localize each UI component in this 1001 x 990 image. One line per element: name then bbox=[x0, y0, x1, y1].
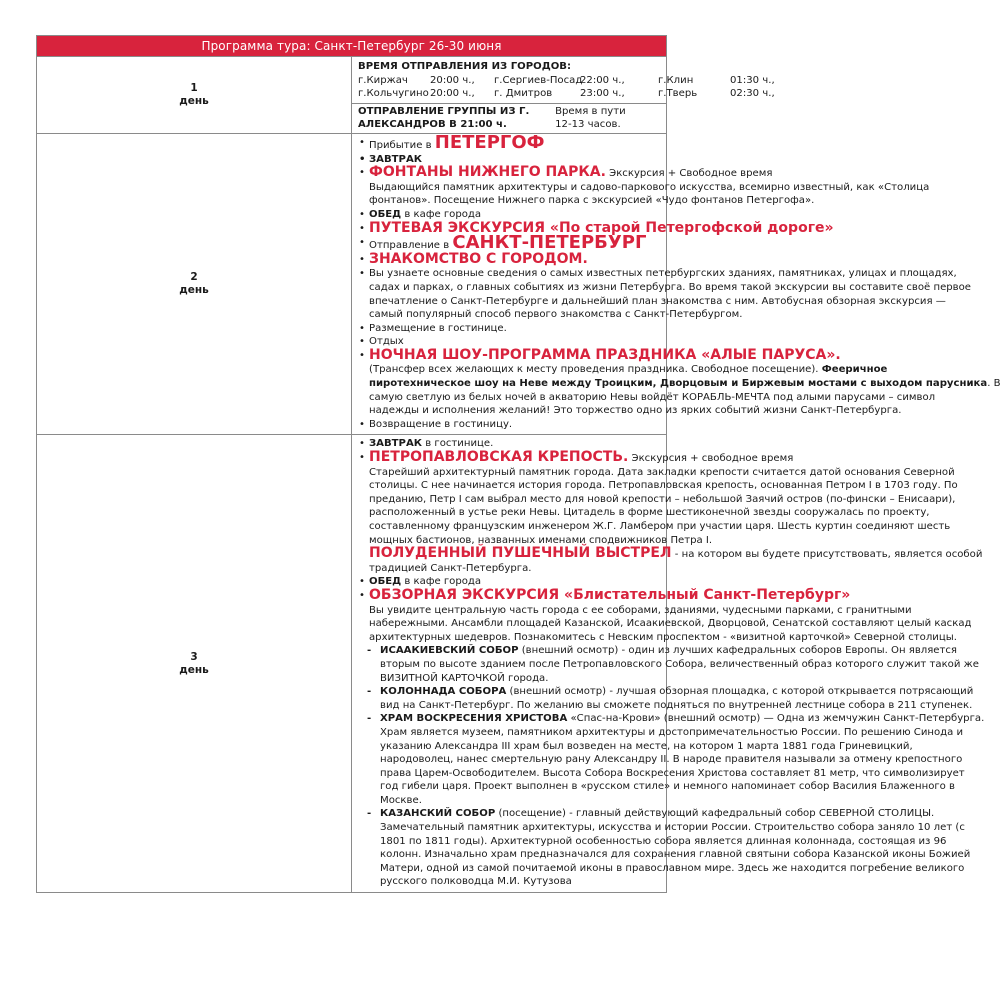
arrival-place: ПЕТЕРГОФ bbox=[434, 131, 545, 153]
dep-city: г.Киржач bbox=[358, 74, 408, 86]
savior-text-5: права Царем-Освободителем. Высота Собора Воскресения Христова составляет 81 метр, что символизирует bbox=[380, 767, 965, 779]
fountains-text-1: Выдающийся памятник архитектуры и садово-паркового искусства, всемирно известный, как «Столица bbox=[369, 181, 930, 193]
isaac-item bbox=[358, 644, 958, 658]
breakfast-item: • ЗАВТРАК bbox=[358, 153, 662, 167]
dep-city: г. Дмитров bbox=[494, 88, 553, 100]
return-item: • Возвращение в гостиницу. bbox=[358, 418, 662, 432]
colonnade-label: КОЛОННАДА СОБОРА bbox=[380, 686, 507, 698]
dep-time: 22:00 ч., bbox=[580, 74, 625, 86]
dep-city: г.Сергиев-Посад bbox=[494, 74, 583, 86]
dep-city: г.Клин bbox=[658, 74, 694, 86]
day3-word: день bbox=[179, 663, 209, 676]
savior-text-2: Храм является музеем, памятником архитектуры и достопримечательностью России. По решению Синода и bbox=[380, 726, 964, 738]
fortress-text-4: расположенный в устье реки Невы. Цитадель в форме шестиконечной звезды сооружалась по проекту, bbox=[369, 507, 930, 519]
savior-text: «Спас-на-Крови» (внешний осмотр) — Одна из жемчужин Санкт-Петербурга. bbox=[567, 713, 985, 725]
savior-text-7: Москве. bbox=[380, 794, 422, 806]
day1-row bbox=[37, 57, 667, 104]
fortress-title: ПЕТРОПАВЛОВСКАЯ КРЕПОСТЬ. bbox=[369, 449, 629, 466]
dep-time: 01:30 ч., bbox=[730, 74, 775, 86]
breakfast-label: ЗАВТРАК bbox=[369, 438, 423, 450]
savior-item bbox=[358, 712, 985, 726]
lunch-label: ОБЕД bbox=[369, 208, 402, 220]
kazan-text-5: Матери, одной из самой почитаемой иконы в православном мире. Здесь же находится погребение великого bbox=[380, 862, 965, 874]
kazan-text-3: 1801 по 1811 годы). Архитектурной особенностью собора является длинная колоннада, состоящая из 96 bbox=[380, 835, 947, 847]
colonnade-item bbox=[358, 685, 974, 699]
night-show-text-2 bbox=[358, 377, 1001, 391]
city-tour-item bbox=[358, 586, 851, 604]
day3-content bbox=[352, 435, 985, 893]
night-show-text-4: надежды и исполнения желаний! Это торжество одно из ярких событий жизни Санкт-Петербурга. bbox=[369, 405, 902, 417]
day1-group bbox=[352, 103, 667, 133]
departure-prefix: Отправление в bbox=[369, 240, 453, 252]
dep-city: г.Кольчугино bbox=[358, 88, 429, 100]
header-row bbox=[37, 36, 667, 57]
day1-departures bbox=[352, 57, 775, 104]
day3-row bbox=[37, 435, 667, 893]
day3-label bbox=[37, 435, 352, 893]
day1-number: 1 bbox=[190, 81, 198, 94]
day2-word: день bbox=[179, 284, 209, 297]
dep-time: 02:30 ч., bbox=[730, 88, 775, 100]
savior-text-4: народоволец, нанес смертельную рану Александру II. В народе правителя называли за отмену крепостного bbox=[380, 754, 963, 766]
noon-gun-text: - на котором вы будете присутствовать, является особой bbox=[671, 549, 983, 561]
lunch-text: в кафе города bbox=[401, 208, 482, 220]
dep-city: г.Тверь bbox=[658, 88, 698, 100]
day2-content bbox=[352, 131, 1001, 434]
savior-text-6: год гибели царя. Проект выполнен в «русском стиле» и немного напоминает собор Василия Блаженного в bbox=[380, 781, 956, 793]
night-text-bold: Фееричное bbox=[821, 364, 888, 376]
fountains-text-2: фонтанов». Посещение Нижнего парка с экскурсией «Чудо фонтанов Петергофа». bbox=[369, 195, 815, 207]
acquaintance-item bbox=[358, 250, 662, 268]
tour-program-sheet bbox=[36, 35, 1001, 893]
group-departure: ОТПРАВЛЕНИЕ ГРУППЫ ИЗ Г. АЛЕКСАНДРОВ В 21:00 ч. bbox=[358, 105, 530, 131]
isaac-text: (внешний осмотр) - один из лучших кафедральных соборов Европы. Он является bbox=[518, 645, 958, 657]
noon-gun-text-2: традицией Санкт-Петербурга. bbox=[369, 562, 532, 574]
kazan-text-2: Замечательный памятник архитектуры, искусства и истории России. Строительство собора заняло 10 лет (с bbox=[380, 822, 965, 834]
night-show-item bbox=[358, 346, 841, 364]
departure-place: САНКТ-ПЕТЕРБУРГ bbox=[452, 232, 647, 254]
fortress-text-5: составленному французским инженером Ж.Г. Ламбером при участии царя. Шесть куртин соединяют шесть bbox=[369, 521, 951, 532]
fortress-text-2: столицы. С нее начинается история города. Петропавловская крепость, основанная Петром I в 1703 году. По bbox=[369, 480, 958, 492]
acquaintance-text-2: садах и парках, о главных событиях из жизни Петербурга. Во время такой экскурсии вы составите своё первое bbox=[369, 281, 972, 293]
isaac-label: ИСААКИЕВСКИЙ СОБОР bbox=[380, 645, 519, 657]
isaac-text-2: вторым по высоте зданием после Петропавловского Собора, величественный образ которого служит такой же bbox=[380, 658, 979, 670]
arrival-prefix: Прибытие в bbox=[369, 139, 435, 151]
arrival-item bbox=[358, 131, 662, 153]
acquaintance-text-4: самый популярный способ первого знакомства с Санкт-Петербургом. bbox=[369, 309, 743, 321]
road-tour-title: ПУТЕВАЯ ЭКСКУРСИЯ «По старой Петергофской дороге» bbox=[369, 219, 834, 236]
program-title: Программа тура: Санкт-Петербург 26-30 июня bbox=[37, 36, 667, 57]
night-text: . В bbox=[987, 378, 1001, 390]
city-tour-text-3: архитектурных шедевров. Познакомитесь с Невским проспектом - «визитной карточкой» Северной столицы. bbox=[369, 631, 957, 643]
acquaintance-text-3: впечатление о Санкт-Петербурге и дальнейший план знакомства с ним. Автобусная обзорная экскурсия — bbox=[369, 295, 946, 307]
kazan-item bbox=[358, 807, 935, 821]
city-tour-text-1: Вы увидите центральную часть города с ее соборами, зданиями, чудесными парками, с гранитными bbox=[369, 604, 912, 616]
tour-program-table bbox=[36, 35, 1001, 893]
noon-gun-title: ПОЛУДЕННЫЙ ПУШЕЧНЫЙ ВЫСТРЕЛ bbox=[369, 545, 672, 562]
kazan-text-6: русского полководца М.И. Кутузова bbox=[380, 876, 572, 888]
lunch-label: ОБЕД bbox=[369, 576, 402, 588]
rest-item: • Отдых bbox=[358, 335, 662, 349]
kazan-label: КАЗАНСКИЙ СОБОР bbox=[380, 808, 496, 820]
acquaintance-title: ЗНАКОМСТВО С ГОРОДОМ. bbox=[369, 250, 588, 267]
breakfast-text: в гостинице. bbox=[422, 438, 494, 450]
hotel-item: • Размещение в гостинице. bbox=[358, 322, 662, 336]
fortress-text-6: мощных бастионов, названных именами сподвижников Петра I. bbox=[369, 534, 713, 546]
fountains-note: Экскурсия + Свободное время bbox=[605, 168, 773, 180]
departure-title: ВРЕМЯ ОТПРАВЛЕНИЯ ИЗ ГОРОДОВ: bbox=[358, 61, 572, 72]
night-show-title: НОЧНАЯ ШОУ-ПРОГРАММА ПРАЗДНИКА «АЛЫЕ ПАРУСА». bbox=[369, 346, 841, 363]
day3-number: 3 bbox=[190, 650, 198, 663]
night-text: (Трансфер всех желающих к месту проведения праздника. Свободное посещение). bbox=[369, 364, 822, 376]
dep-time: 20:00 ч., bbox=[430, 74, 475, 86]
city-tour-text-2: набережными. Ансамбли площадей Казанской, Исаакиевской, Дворцовой, Сенатской составляют целый каскад bbox=[369, 618, 972, 630]
fountains-title: ФОНТАНЫ НИЖНЕГО ПАРКА. bbox=[369, 164, 606, 181]
fortress-text-3: преданию, Петр I сам выбрал место для новой крепости – небольшой Заячий остров (по-фински – Енисаари), bbox=[369, 493, 956, 505]
night-text-bold: пиротехническое шоу на Неве между Троицким, Дворцовым и Биржевым мостами с выходом парусника bbox=[369, 378, 988, 390]
fountains-item bbox=[358, 164, 773, 181]
dep-time: 23:00 ч., bbox=[580, 88, 625, 100]
day2-row bbox=[37, 133, 667, 434]
fortress-text-1: Старейший архитектурный памятник города. Дата закладки крепости считается датой основания Северной bbox=[369, 466, 955, 478]
fortress-note: Экскурсия + свободное время bbox=[628, 453, 794, 465]
isaac-text-3: ВИЗИТНОЙ КАРТОЧКОЙ города. bbox=[380, 672, 549, 684]
acquaintance-text-1: • Вы узнаете основные сведения о самых известных петербургских зданиях, памятниках, улицах и площадях, bbox=[358, 267, 662, 281]
noon-gun-item bbox=[358, 545, 983, 562]
savior-text-3: указанию Александра III храм был возведен на месте, на котором 1 марта 1881 года Гриневицкий, bbox=[380, 740, 913, 752]
lunch-text: в кафе города bbox=[401, 576, 482, 588]
kazan-text-4: колонн. Изначально храм предназначался для сохранения главной святыни собора Казанской иконы Божией bbox=[380, 849, 971, 861]
departure-row-2 bbox=[358, 87, 775, 101]
night-show-text-1 bbox=[358, 363, 888, 377]
travel-time: Время в пути 12-13 часов. bbox=[555, 105, 626, 131]
night-show-text-3: самую светлую из белых ночей в акваторию Невы войдёт КОРАБЛЬ-МЕЧТА под алыми парусами – символ bbox=[369, 391, 936, 403]
fortress-item bbox=[358, 449, 794, 466]
day1-word: день bbox=[179, 94, 209, 107]
day2-number: 2 bbox=[190, 271, 198, 284]
kazan-text: (посещение) - главный действующий кафедральный собор СЕВЕРНОЙ СТОЛИЦЫ. bbox=[495, 808, 935, 820]
dep-time: 20:00 ч., bbox=[430, 88, 475, 100]
colonnade-text-2: вид на Санкт-Петербург. По желанию вы сможете подняться по внутренней лестнице собора в 211 ступенек. bbox=[380, 699, 973, 711]
city-tour-title: ОБЗОРНАЯ ЭКСКУРСИЯ «Блистательный Санкт-Петербург» bbox=[369, 586, 851, 603]
departure-row-1 bbox=[358, 74, 775, 88]
day1-label bbox=[37, 57, 352, 134]
colonnade-text: (внешний осмотр) - лучшая обзорная площадка, с которой открывается потрясающий bbox=[506, 686, 974, 698]
day2-label bbox=[37, 133, 352, 434]
savior-label: ХРАМ ВОСКРЕСЕНИЯ ХРИСТОВА bbox=[380, 713, 568, 725]
